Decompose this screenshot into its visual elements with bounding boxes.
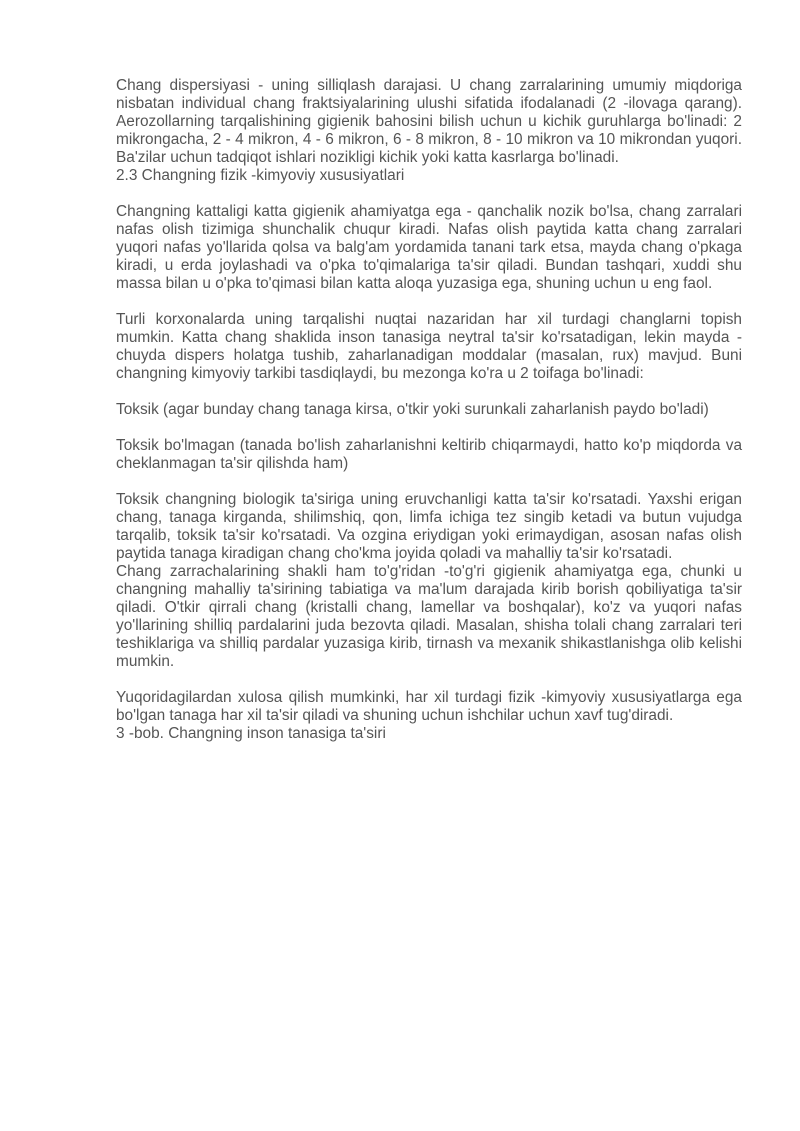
document-page [116, 77, 742, 743]
paragraph-particle-shape: Chang zarrachalarining shakli ham to'g'ridan -to'g'ri gigienik ahamiyatga ega, chunki u changning mahalliy ta'sirining tabiatiga va ma'lum darajada kirib borish qobiliyatiga ta'sir qiladi. O'tkir qirrali chang (kristalli chang, lamellar va boshqalar), ko'z va yuqori nafas yo'llarining shilliq pardalarini juda bezovta qiladi. Masalan, shisha tolali chang zarralari teri teshiklariga va shilliq pardalar yuzasiga kirib, tirnash va mexanik shikastlanishga olib kelishi mumkin. [116, 563, 742, 670]
chapter-heading-3: 3 -bob. Changning inson tanasiga ta'siri [116, 725, 386, 742]
paragraph-toxic: Toksik (agar bunday chang tanaga kirsa, o'tkir yoki surunkali zaharlanish paydo bo'ladi) [116, 401, 709, 418]
paragraph-dust-size: Changning kattaligi katta gigienik ahamiyatga ega - qanchalik nozik bo'lsa, chang zarralari nafas olish tizimiga shunchalik chuqur kiradi. Nafas olish paytida katta chang zarralari yuqori nafas yo'llarida qolsa va balg'am yordamida tanani tark etsa, mayda chang o'pkaga kiradi, u erda joylashadi va o'pka to'qimalariga ta'sir qiladi. Bundan tashqari, xuddi shu massa bilan u o'pka to'qimasi bilan katta aloqa yuzasiga ega, shuning uchun u eng faol. [116, 203, 742, 292]
paragraph-conclusion: Yuqoridagilardan xulosa qilish mumkinki, har xil turdagi fizik -kimyoviy xususiyatlarga ega bo'lgan tanaga har xil ta'sir qiladi va shuning uchun ishchilar uchun xavf tug'diradi. [116, 689, 742, 724]
paragraph-non-toxic: Toksik bo'lmagan (tanada bo'lish zaharlanishni keltirib chiqarmaydi, hatto ko'p miqdorda va cheklanmagan ta'sir qilishda ham) [116, 437, 742, 472]
paragraph-dust-dispersion: Chang dispersiyasi - uning silliqlash darajasi. U chang zarralarining umumiy miqdoriga nisbatan individual chang fraktsiyalarining ulushi sifatida ifodalanadi (2 -ilovaga qarang). Aerozollarning tarqalishining gigienik bahosini bilish uchun u kichik guruhlarga bo'linadi: 2 mikrongacha, 2 - 4 mikron, 4 - 6 mikron, 6 - 8 mikron, 8 - 10 mikron va 10 mikrondan yuqori. Ba'zilar uchun tadqiqot ishlari nozikligi kichik yoki katta kasrlarga bo'linadi. [116, 77, 742, 166]
paragraph-dust-distribution: Turli korxonalarda uning tarqalishi nuqtai nazaridan har xil turdagi changlarni topish mumkin. Katta chang shaklida inson tanasiga neytral ta'sir ko'rsatadigan, lekin mayda -chuyda dispers holatga tushib, zaharlanadigan moddalar (masalan, rux) mavjud. Buni changning kimyoviy tarkibi tasdiqlaydi, bu mezonga ko'ra u 2 toifaga bo'linadi: [116, 311, 742, 382]
paragraph-solubility: Toksik changning biologik ta'siriga uning eruvchanligi katta ta'sir ko'rsatadi. Yaxshi erigan chang, tanaga kirganda, shilimshiq, qon, limfa ichiga tez singib ketadi va butun vujudga tarqalib, toksik ta'sir ko'rsatadi. Va ozgina eriydigan yoki erimaydigan, asosan nafas olish paytida tanaga kiradigan chang cho'kma joyida qoladi va mahalliy ta'sir ko'rsatadi. [116, 491, 742, 562]
section-heading-2-3: 2.3 Changning fizik -kimyoviy xususiyatlari [116, 167, 405, 184]
